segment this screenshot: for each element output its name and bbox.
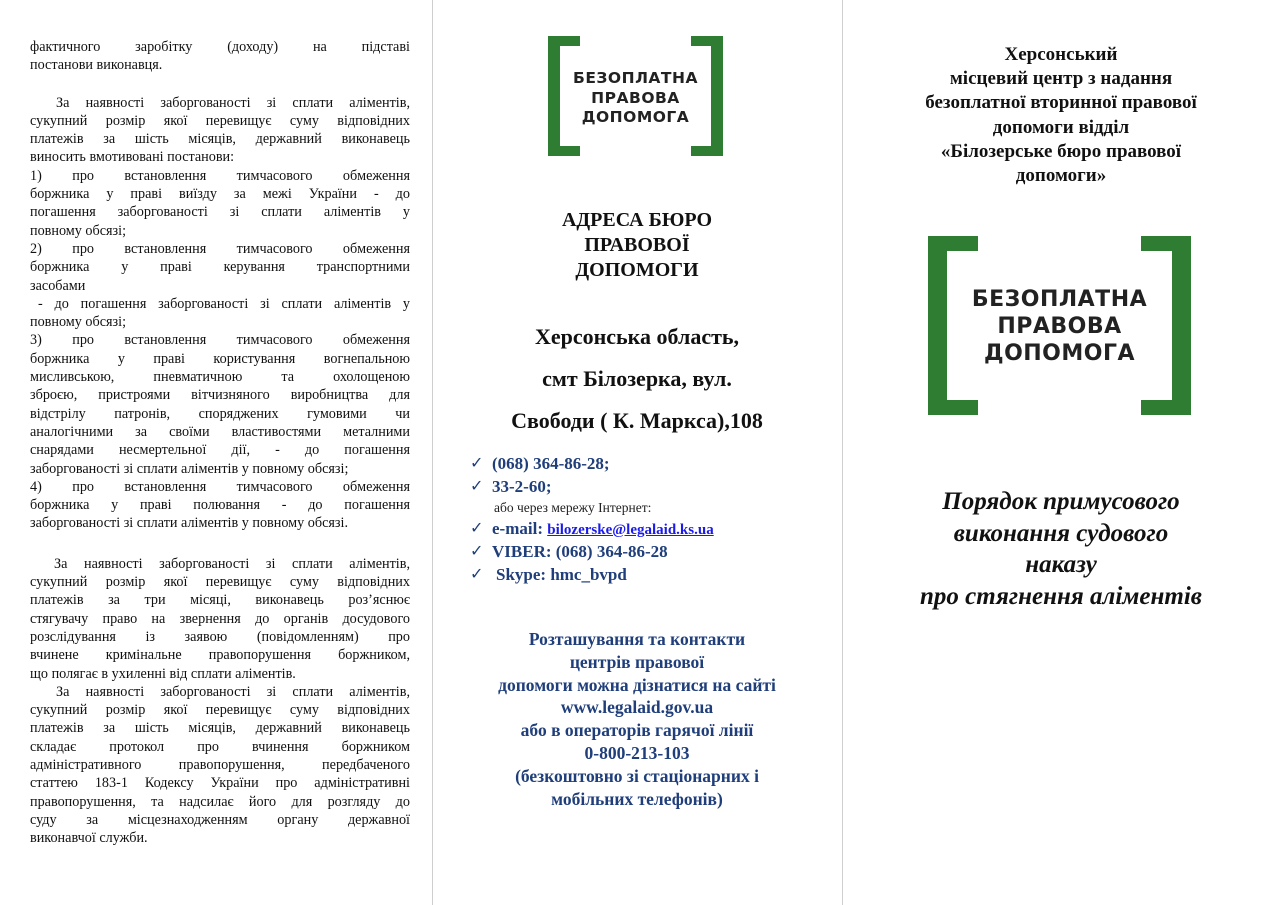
- logo-text: БЕЗОПЛАТНА ПРАВОВА ДОПОМОГА: [971, 287, 1148, 366]
- check-icon: ✓: [470, 543, 484, 560]
- text-line: відстрілу патронів, споряджених гумовими чи: [30, 405, 410, 422]
- text-line: 3) про встановлення тимчасового обмеження: [30, 332, 410, 349]
- text-line: стягувачу право на звернення до органів досудового: [30, 610, 410, 627]
- text-line: сукупний розмір якої перевищує суму відповідних: [30, 702, 410, 719]
- text-line: суду за місцезнаходженням органу державної: [30, 811, 410, 828]
- info-block: Розташування та контакти центрів правової допомоги можна дізнатися на сайті www.legalaid.gov.ua або в операторів гарячої лінії 0-800-213-103 (безкоштовно зі стаціонарних і мобільних телефонів): [432, 628, 842, 810]
- text-line: правопорушення, та надсилає його для розгляду до: [30, 793, 410, 810]
- text-line: виконавчої служби.: [30, 830, 148, 847]
- contact-phone2: ✓ 33-2-60;: [470, 477, 552, 496]
- logo-large: [928, 236, 1191, 415]
- address-line: смт Білозерка, вул.: [542, 366, 732, 391]
- check-icon: ✓: [470, 520, 484, 537]
- text-line: боржника у праві виїзду за межі України - до: [30, 186, 410, 203]
- address-line: Свободи ( К. Маркса),108: [511, 408, 763, 433]
- text-line: розслідування із заявою (повідомленням) про: [30, 628, 410, 645]
- text-line: повному обсязі;: [30, 222, 127, 239]
- text-line: боржника у праві користування вогнепальною: [30, 350, 410, 367]
- contact-phone1: ✓ (068) 364-86-28;: [470, 454, 610, 473]
- text-line: постанови виконавця.: [30, 57, 163, 74]
- text-line: виносить вмотивовані постанови:: [30, 149, 235, 166]
- text-line: платежів за три місяці, виконавець роз’яснює: [30, 592, 410, 609]
- left-column: [0, 0, 432, 905]
- text-line: сукупний розмір якої перевищує суму відповідних: [30, 574, 410, 591]
- text-line: фактичного заробітку (доходу) на підставі: [30, 39, 410, 55]
- text-line: заборгованості зі сплати аліментів у повному обсязі.: [30, 515, 349, 532]
- text-line: статтею 183-1 Кодексу України про адміністративні: [30, 775, 410, 792]
- address-heading: АДРЕСА БЮРО ПРАВОВОЇ ДОПОМОГИ: [561, 209, 713, 281]
- text-line: платежів за шість місяців, державний виконавець: [30, 131, 410, 148]
- text-line: - до погашення заборгованості зі сплати аліментів у: [38, 295, 410, 312]
- text-line: сукупний розмір якої перевищує суму відповідних: [30, 112, 410, 129]
- right-column: [842, 0, 1280, 905]
- text-line: що полягає в ухиленні від сплати аліментів.: [30, 665, 296, 682]
- text-line: 2) про встановлення тимчасового обмеження: [30, 240, 410, 257]
- brochure-title: Порядок примусового виконання судового наказу про стягнення аліментів: [920, 488, 1202, 610]
- text-line: заборгованості зі сплати аліментів у повному обсязі;: [30, 460, 349, 477]
- internet-note: або через мережу Інтернет:: [494, 500, 652, 515]
- text-line: За наявності заборгованості зі сплати аліментів,: [56, 94, 410, 111]
- text-line: платежів за шість місяців, державний виконавець: [30, 720, 410, 737]
- text-line: боржника у праві полювання - до погашення: [30, 497, 410, 514]
- text-line: повному обсязі;: [30, 314, 127, 331]
- text-line: За наявності заборгованості зі сплати аліментів,: [56, 683, 410, 700]
- logo-text: БЕЗОПЛАТНА ПРАВОВА ДОПОМОГА: [573, 69, 698, 126]
- text-line: 1) про встановлення тимчасового обмеження: [30, 167, 410, 184]
- text-line: мисливською, пневматичною та охолощеною: [30, 369, 410, 386]
- website-text: www.legalaid.gov.ua: [560, 697, 714, 718]
- center-name: Херсонський місцевий центр з надання безоплатної вторинної правової допомоги відділ «Білозерське бюро правової допомоги»: [925, 44, 1197, 187]
- text-line: 4) про встановлення тимчасового обмеження: [30, 478, 410, 495]
- check-icon: ✓: [470, 478, 484, 495]
- contact-skype: ✓ Skype: hmc_bvpd: [470, 565, 627, 584]
- text-line: зброєю, пристроями вітчизняного виробництва для: [30, 387, 410, 404]
- contact-email: ✓ e-mail: bilozerske@legalaid.ks.ua: [470, 519, 714, 538]
- address-line: Херсонська область,: [534, 324, 740, 349]
- check-icon: ✓: [470, 566, 484, 583]
- email-link[interactable]: bilozerske@legalaid.ks.ua: [547, 522, 714, 538]
- text-line: погашення заборгованості зі сплати аліментів у: [30, 204, 410, 221]
- text-line: складає протокол про вчинення боржником: [30, 738, 410, 755]
- text-line: вчинене кримінальне правопорушення боржником,: [30, 647, 410, 664]
- text-line: засобами: [30, 277, 86, 294]
- text-line: За наявності заборгованості зі сплати аліментів,: [54, 555, 410, 572]
- text-line: снарядами несмертельної дії, - до погашення: [30, 442, 410, 459]
- hotline-number: 0-800-213-103: [584, 742, 690, 763]
- text-line: боржника у праві керування транспортними: [30, 259, 410, 276]
- contacts-list: [470, 452, 830, 586]
- text-line: адміністративного правопорушення, передбаченого: [30, 756, 410, 773]
- middle-column: [432, 0, 842, 905]
- text-line: аналогічними за своїми властивостями металними: [30, 423, 410, 440]
- logo-small: [548, 36, 723, 156]
- contact-viber: ✓ VIBER: (068) 364-86-28: [470, 542, 668, 561]
- check-icon: ✓: [470, 455, 484, 472]
